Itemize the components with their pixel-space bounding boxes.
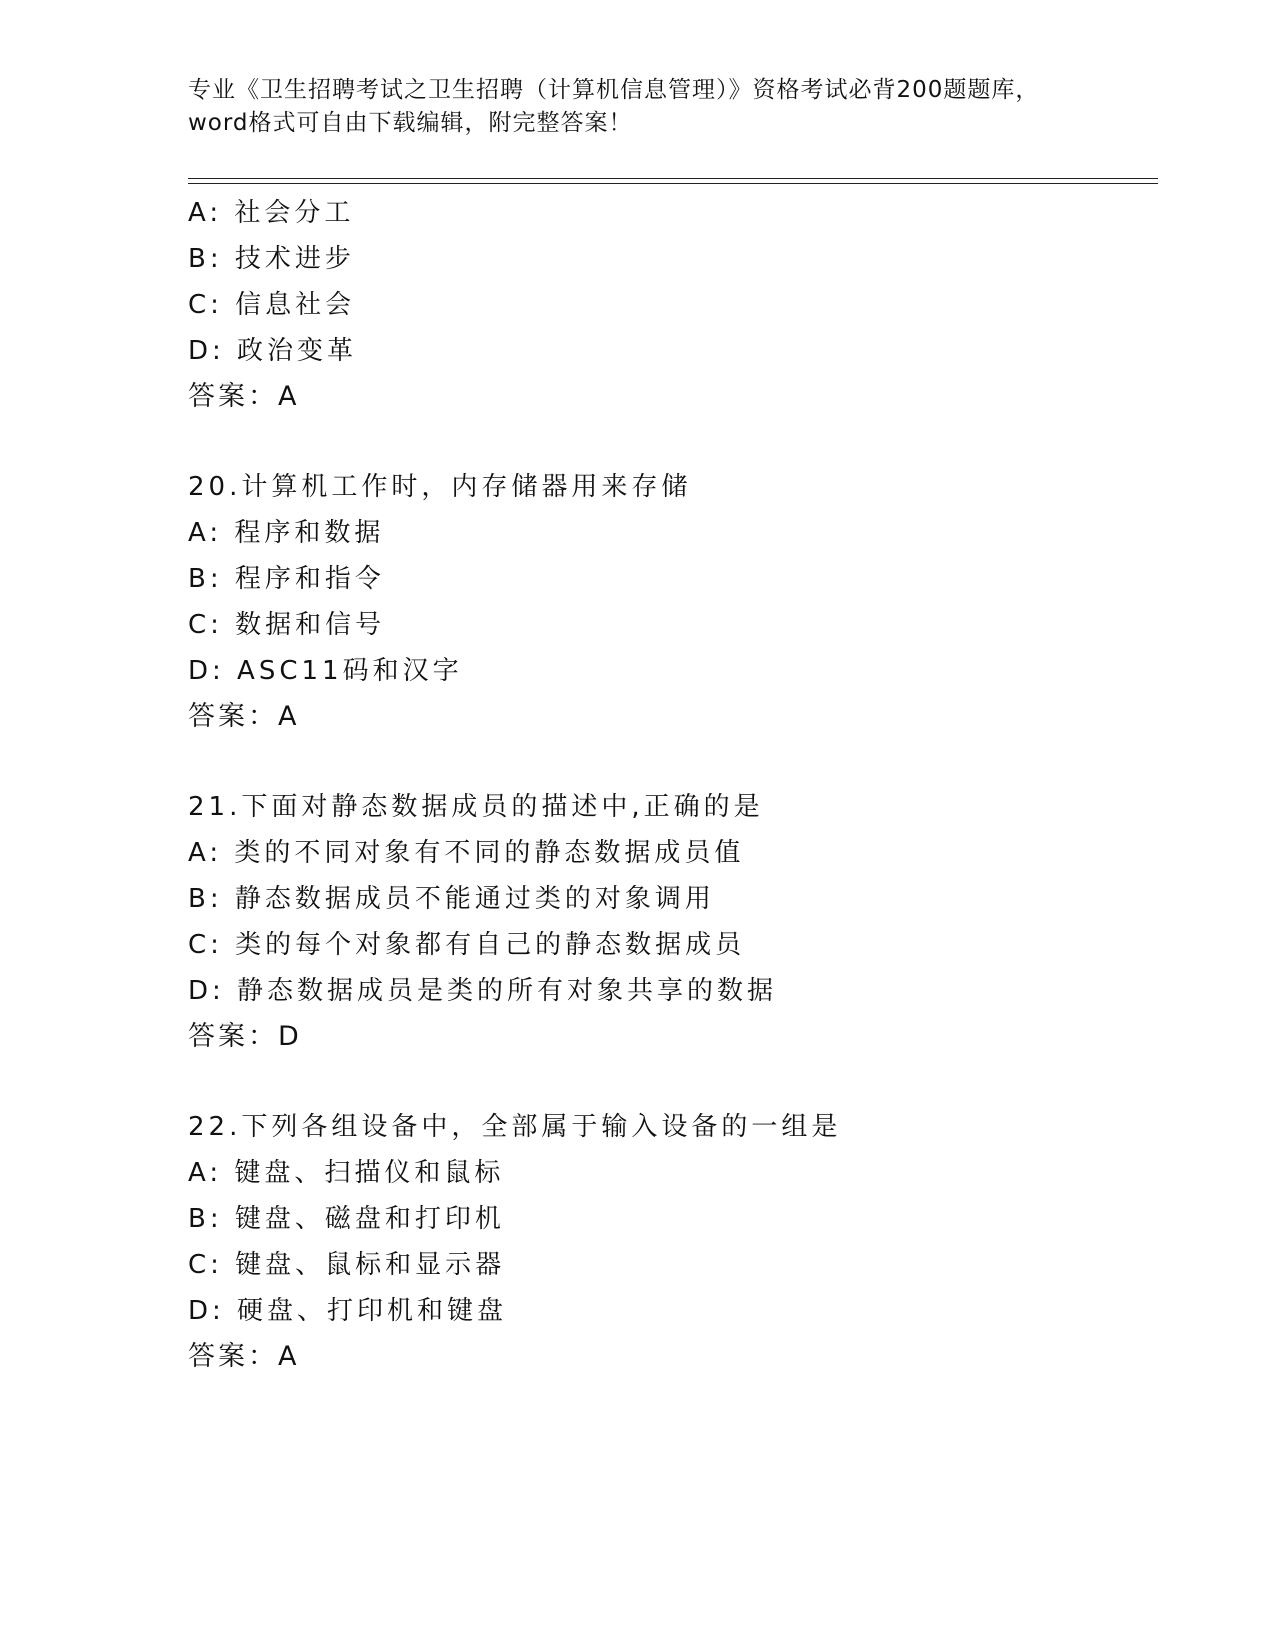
option-d: D: ASC11码和汉字 bbox=[188, 656, 463, 686]
header-rule-top bbox=[188, 178, 1158, 179]
document-header bbox=[188, 74, 1088, 140]
option-c: C: 信息社会 bbox=[188, 290, 356, 320]
question-stem: 21.下面对静态数据成员的描述中,正确的是 bbox=[188, 792, 764, 822]
answer-line: 答案：A bbox=[188, 1341, 300, 1372]
option-d: D: 政治变革 bbox=[188, 336, 358, 366]
header-line-2: word格式可自由下载编辑，附完整答案！ bbox=[188, 110, 633, 136]
option-b: B: 键盘、磁盘和打印机 bbox=[188, 1204, 505, 1234]
question-stem: 22.下列各组设备中，全部属于输入设备的一组是 bbox=[188, 1112, 842, 1142]
header-line-1: 专业《卫生招聘考试之卫生招聘（计算机信息管理）》资格考试必背200题题库， bbox=[188, 77, 1040, 103]
answer-line: 答案：A bbox=[188, 381, 300, 412]
option-a: A: 类的不同对象有不同的静态数据成员值 bbox=[188, 838, 745, 868]
option-d: D: 硬盘、打印机和键盘 bbox=[188, 1296, 508, 1326]
header-rule-bottom bbox=[188, 183, 1158, 184]
option-b: B: 技术进步 bbox=[188, 244, 355, 274]
option-c: C: 类的每个对象都有自己的静态数据成员 bbox=[188, 930, 746, 960]
question-block-22 bbox=[188, 1104, 1148, 1380]
question-block-20 bbox=[188, 464, 1148, 740]
option-a: A: 键盘、扫描仪和鼠标 bbox=[188, 1158, 505, 1188]
question-block-21 bbox=[188, 784, 1148, 1060]
question-list bbox=[188, 190, 1148, 1380]
option-c: C: 键盘、鼠标和显示器 bbox=[188, 1250, 506, 1280]
option-c: C: 数据和信号 bbox=[188, 610, 386, 640]
answer-line: 答案：D bbox=[188, 1021, 302, 1052]
option-d: D: 静态数据成员是类的所有对象共享的数据 bbox=[188, 976, 778, 1006]
question-block-19 bbox=[188, 190, 1148, 420]
answer-line: 答案：A bbox=[188, 701, 300, 732]
option-b: B: 静态数据成员不能通过类的对象调用 bbox=[188, 884, 715, 914]
option-a: A: 社会分工 bbox=[188, 198, 355, 228]
option-b: B: 程序和指令 bbox=[188, 564, 385, 594]
option-a: A: 程序和数据 bbox=[188, 518, 385, 548]
question-stem: 20.计算机工作时，内存储器用来存储 bbox=[188, 472, 692, 502]
